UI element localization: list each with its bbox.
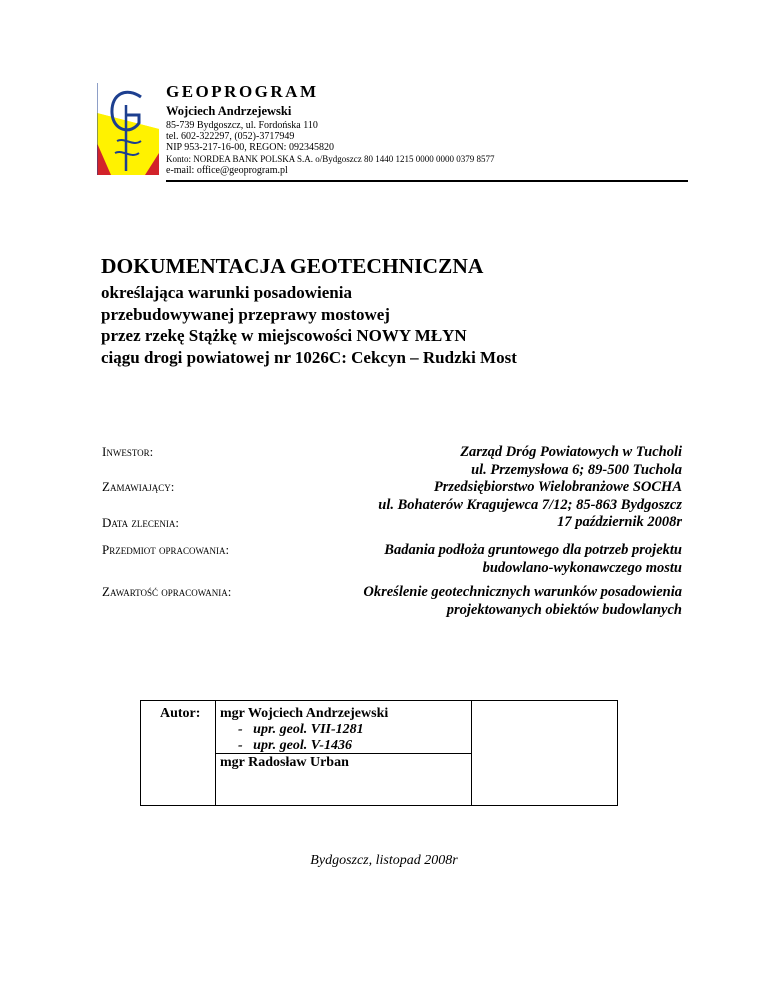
company-name: GEOPROGRAM <box>166 82 319 101</box>
zawartosc-label: Zawartość opracowania: <box>102 584 232 599</box>
company-address <box>166 120 495 176</box>
subtitle-line: ciągu drogi powiatowej nr 1026C: Cekcyn – Rudzki Most <box>101 347 517 367</box>
email-line: e-mail: office@geoprogram.pl <box>166 164 288 176</box>
zamawiajacy-label: Zamawiający: <box>102 479 175 494</box>
company-owner: Wojciech Andrzejewski <box>166 104 292 118</box>
przedmiot-line: Badania podłoża gruntowego dla potrzeb projektu <box>384 542 682 558</box>
inwestor-value <box>378 444 682 532</box>
nip-line: NIP 953-217-16-00, REGON: 092345820 <box>166 142 334 154</box>
zamawiajacy-name: Przedsiębiorstwo Wielobranżowe SOCHA <box>433 479 682 495</box>
zamawiajacy-address: ul. Bohaterów Kragujewca 7/12; 85-863 Bydgoszcz <box>378 496 682 513</box>
przedmiot-line: budowlano-wykonawczego mostu <box>482 559 682 576</box>
address-line: 85-739 Bydgoszcz, ul. Fordońska 110 <box>166 120 318 131</box>
zawartosc-line: Określenie geotechnicznych warunków posadowienia <box>363 584 682 600</box>
author-license: - upr. geol. V-1436 <box>238 738 352 753</box>
data-zlecenia-label: Data zlecenia: <box>102 515 180 530</box>
inwestor-address: ul. Przemysłowa 6; 89-500 Tuchola <box>471 461 682 478</box>
document-title: DOKUMENTACJA GEOTECHNICZNA <box>101 254 484 278</box>
subtitle-line: określająca warunki posadowienia <box>101 283 352 302</box>
zawartosc-line: projektowanych obiektów budowlanych <box>446 601 682 618</box>
data-zlecenia-value: 17 październik 2008r <box>557 514 682 530</box>
author-label: Autor: <box>160 706 201 721</box>
phone-line: tel. 602-322297, (052)-3717949 <box>166 131 295 143</box>
bank-line: Konto: NORDEA BANK POLSKA S.A. o/Bydgoszcz 80 1440 1215 0000 0000 0379 8577 <box>166 153 495 164</box>
geoprogram-logo <box>97 83 159 175</box>
table-divider <box>471 701 472 805</box>
author-name: mgr Wojciech Andrzejewski <box>220 706 389 721</box>
author-license: - upr. geol. VII-1281 <box>238 722 364 737</box>
przedmiot-label: Przedmiot opracowania: <box>102 542 230 557</box>
subtitle-line: przez rzekę Stążkę w miejscowości NOWY MŁYN <box>101 326 467 345</box>
author-name: mgr Radosław Urban <box>220 755 349 770</box>
przedmiot-value <box>384 542 682 577</box>
document-subtitle <box>101 282 517 368</box>
zawartosc-value <box>363 584 682 619</box>
header-divider <box>166 180 688 182</box>
inwestor-name: Zarząd Dróg Powiatowych w Tucholi <box>460 444 682 460</box>
place-date: Bydgoszcz, listopad 2008r <box>310 853 458 868</box>
subtitle-line: przebudowywanej przeprawy mostowej <box>101 304 390 324</box>
inwestor-label: Inwestor: <box>102 444 154 459</box>
